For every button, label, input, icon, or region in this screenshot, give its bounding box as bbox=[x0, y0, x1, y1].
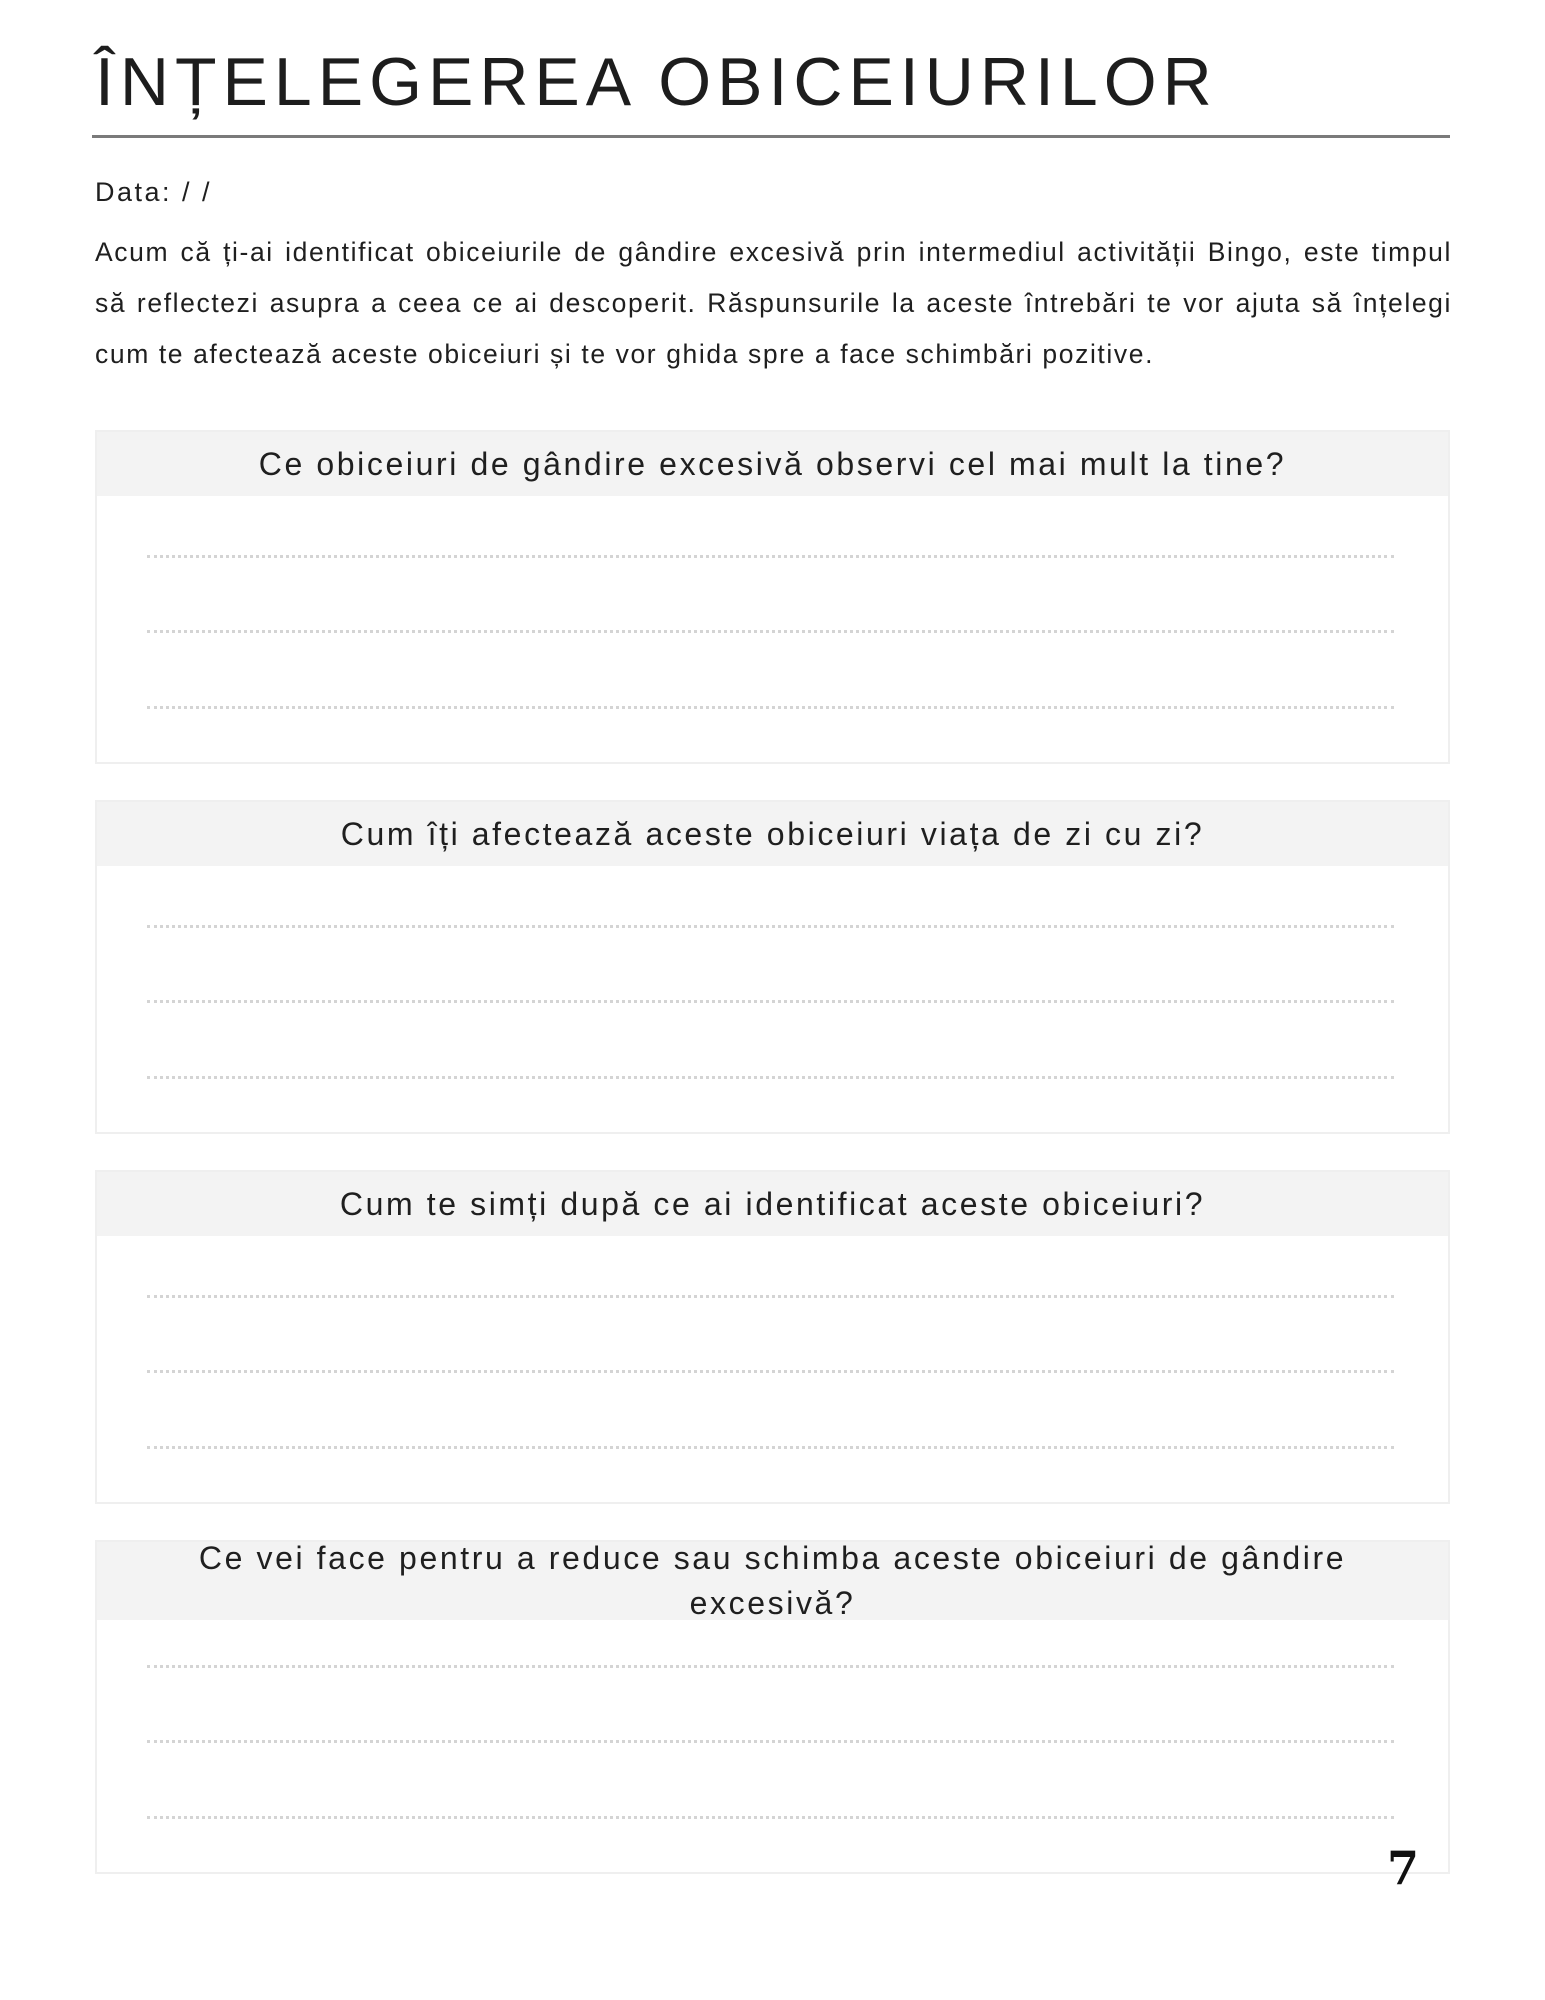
answer-line[interactable] bbox=[147, 1816, 1394, 1819]
answer-line[interactable] bbox=[147, 1295, 1394, 1298]
question-heading-2: Cum îți afectează aceste obiceiuri viața de zi cu zi? bbox=[97, 802, 1448, 866]
question-box-4 bbox=[95, 1540, 1450, 1874]
question-box-1 bbox=[95, 430, 1450, 764]
question-heading-3: Cum te simți după ce ai identificat aceste obiceiuri? bbox=[97, 1172, 1448, 1236]
question-box-3 bbox=[95, 1170, 1450, 1504]
answer-line[interactable] bbox=[147, 1665, 1394, 1668]
answer-line[interactable] bbox=[147, 555, 1394, 558]
date-label: Data: / / bbox=[95, 177, 213, 207]
answer-line[interactable] bbox=[147, 706, 1394, 709]
question-heading-4: Ce vei face pentru a reduce sau schimba aceste obiceiuri de gândire excesivă? bbox=[97, 1542, 1448, 1620]
answer-line[interactable] bbox=[147, 1370, 1394, 1373]
answer-line[interactable] bbox=[147, 1446, 1394, 1449]
answer-line[interactable] bbox=[147, 1740, 1394, 1743]
title-divider bbox=[92, 135, 1450, 138]
question-heading-1: Ce obiceiuri de gândire excesivă observi cel mai mult la tine? bbox=[97, 432, 1448, 496]
page-number: 7 bbox=[1386, 1841, 1419, 1895]
answer-line[interactable] bbox=[147, 925, 1394, 928]
question-box-2 bbox=[95, 800, 1450, 1134]
answer-line[interactable] bbox=[147, 1076, 1394, 1079]
intro-paragraph: Acum că ți-ai identificat obiceiurile de gândire excesivă prin intermediul activității Bingo, este timpul să reflectezi asupra a ceea ce ai descoperit. Răspunsurile la aceste întrebări te vor ajuta să înțelegi cum te afectează aceste obiceiuri și te vor ghida spre a face schimbări pozitive. bbox=[95, 237, 1452, 369]
answer-line[interactable] bbox=[147, 1000, 1394, 1003]
page-title: ÎNȚELEGEREA OBICEIURILOR bbox=[95, 44, 1218, 120]
answer-line[interactable] bbox=[147, 630, 1394, 633]
